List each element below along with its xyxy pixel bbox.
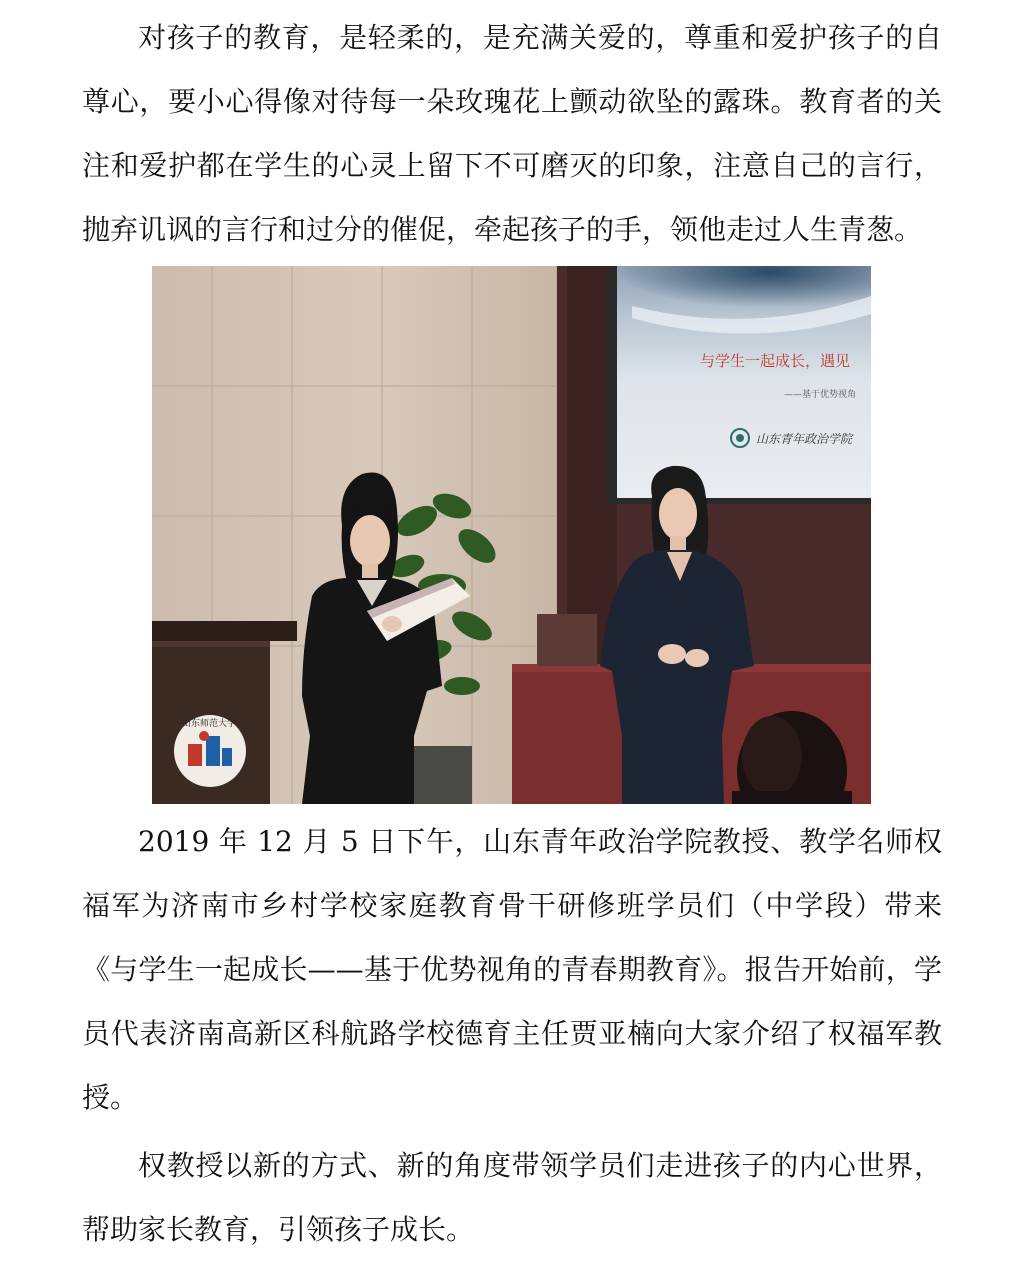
- slide-subtitle: ——基于优势视角: [784, 390, 857, 400]
- paragraph-intro: 对孩子的教育，是轻柔的，是充满关爱的，尊重和爱护孩子的自尊心，要小心得像对待每一朵玫瑰花上颤动欲坠的露珠。教育者的关注和爱护都在学生的心灵上留下不可磨灭的印象，注意自己的言行，抛弃讥讽的言行和过分的催促，牵起孩子的手，领他走过人生青葱。: [82, 21, 942, 246]
- podium-university-name: 山东师范大学: [182, 719, 237, 729]
- slide-school-name: 山东青年政治学院: [756, 432, 853, 446]
- paragraph-event: 2019 年 12 月 5 日下午，山东青年政治学院教授、教学名师权福军为济南市乡村学校家庭教育骨干研修班学员们（中学段）带来《与学生一起成长——基于优势视角的青春期教育》。报告开始前，学员代表济南高新区科航路学校德育主任贾亚楠向大家介绍了权福军教授。: [82, 825, 942, 1114]
- slide-title: 与学生一起成长，遇见: [700, 352, 851, 370]
- event-photo: [152, 266, 871, 804]
- paragraph-summary: 权教授以新的方式、新的角度带领学员们走进孩子的内心世界，帮助家长教育，引领孩子成长。: [82, 1149, 942, 1246]
